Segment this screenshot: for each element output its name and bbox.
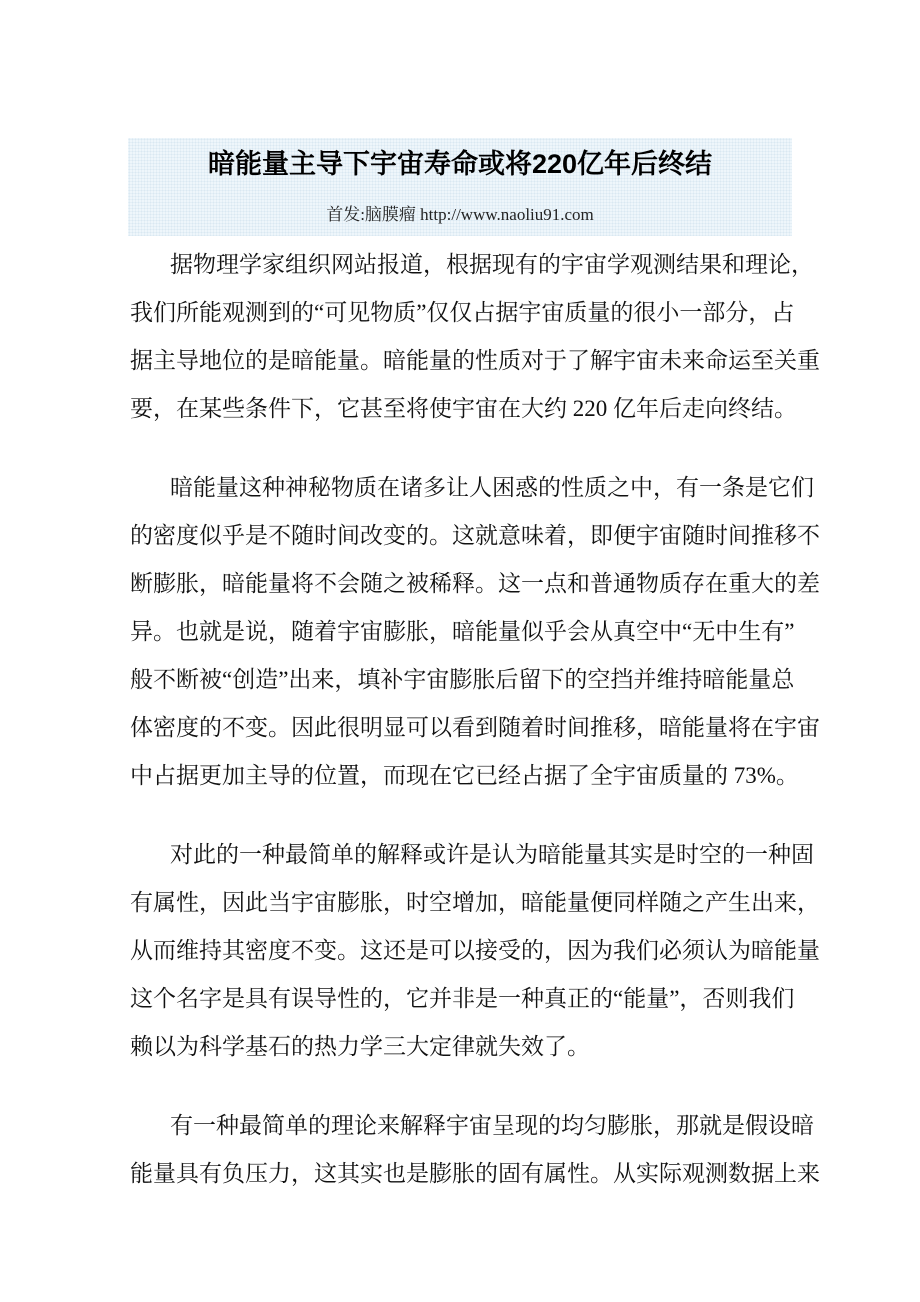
paragraph-line: 体密度的不变。因此很明显可以看到随着时间推移，暗能量将在宇宙 xyxy=(130,715,820,740)
paragraph-line: 暗能量这种神秘物质在诸多让人困惑的性质之中，有一条是它们 xyxy=(170,475,814,500)
paragraph-line: 据主导地位的是暗能量。暗能量的性质对于了解宇宙未来命运至关重 xyxy=(130,348,820,373)
paragraph-line: 我们所能观测到的“可见物质”仅仅占据宇宙质量的很小一部分，占 xyxy=(130,300,795,325)
paragraph xyxy=(130,831,820,1071)
paragraph-line: 能量具有负压力，这其实也是膨胀的固有属性。从实际观测数据上来 xyxy=(130,1161,820,1186)
article-header xyxy=(128,138,792,236)
paragraph-line: 中占据更加主导的位置，而现在它已经占据了全宇宙质量的 73%。 xyxy=(130,763,799,788)
paragraph-line: 要，在某些条件下，它甚至将使宇宙在大约 220 亿年后走向终结。 xyxy=(130,396,797,421)
paragraph xyxy=(130,464,820,800)
article-body xyxy=(130,241,820,1229)
paragraph xyxy=(130,241,820,433)
paragraph-line: 对此的一种最简单的解释或许是认为暗能量其实是时空的一种固 xyxy=(170,842,814,867)
paragraph-line: 据物理学家组织网站报道，根据现有的宇宙学观测结果和理论， xyxy=(170,252,814,277)
paragraph-line: 的密度似乎是不随时间改变的。这就意味着，即便宇宙随时间推移不 xyxy=(130,523,820,548)
paragraph xyxy=(130,1102,820,1198)
paragraph-line: 般不断被“创造”出来，填补宇宙膨胀后留下的空挡并维持暗能量总 xyxy=(130,667,795,692)
paragraph-line: 异。也就是说，随着宇宙膨胀，暗能量似乎会从真空中“无中生有” xyxy=(130,619,795,644)
article-title: 暗能量主导下宇宙寿命或将220亿年后终结 xyxy=(207,149,713,179)
paragraph-line: 断膨胀，暗能量将不会随之被稀释。这一点和普通物质存在重大的差 xyxy=(130,571,820,596)
article-source: 首发:脑膜瘤 http://www.naoliu91.com xyxy=(326,205,594,224)
paragraph-line: 有一种最简单的理论来解释宇宙呈现的均匀膨胀，那就是假设暗 xyxy=(170,1113,814,1138)
paragraph-line: 有属性，因此当宇宙膨胀，时空增加，暗能量便同样随之产生出来， xyxy=(130,890,820,915)
paragraph-line: 从而维持其密度不变。这还是可以接受的，因为我们必须认为暗能量 xyxy=(130,938,820,963)
paragraph-line: 这个名字是具有误导性的，它并非是一种真正的“能量”，否则我们 xyxy=(130,986,795,1011)
paragraph-line: 赖以为科学基石的热力学三大定律就失效了。 xyxy=(130,1034,590,1059)
